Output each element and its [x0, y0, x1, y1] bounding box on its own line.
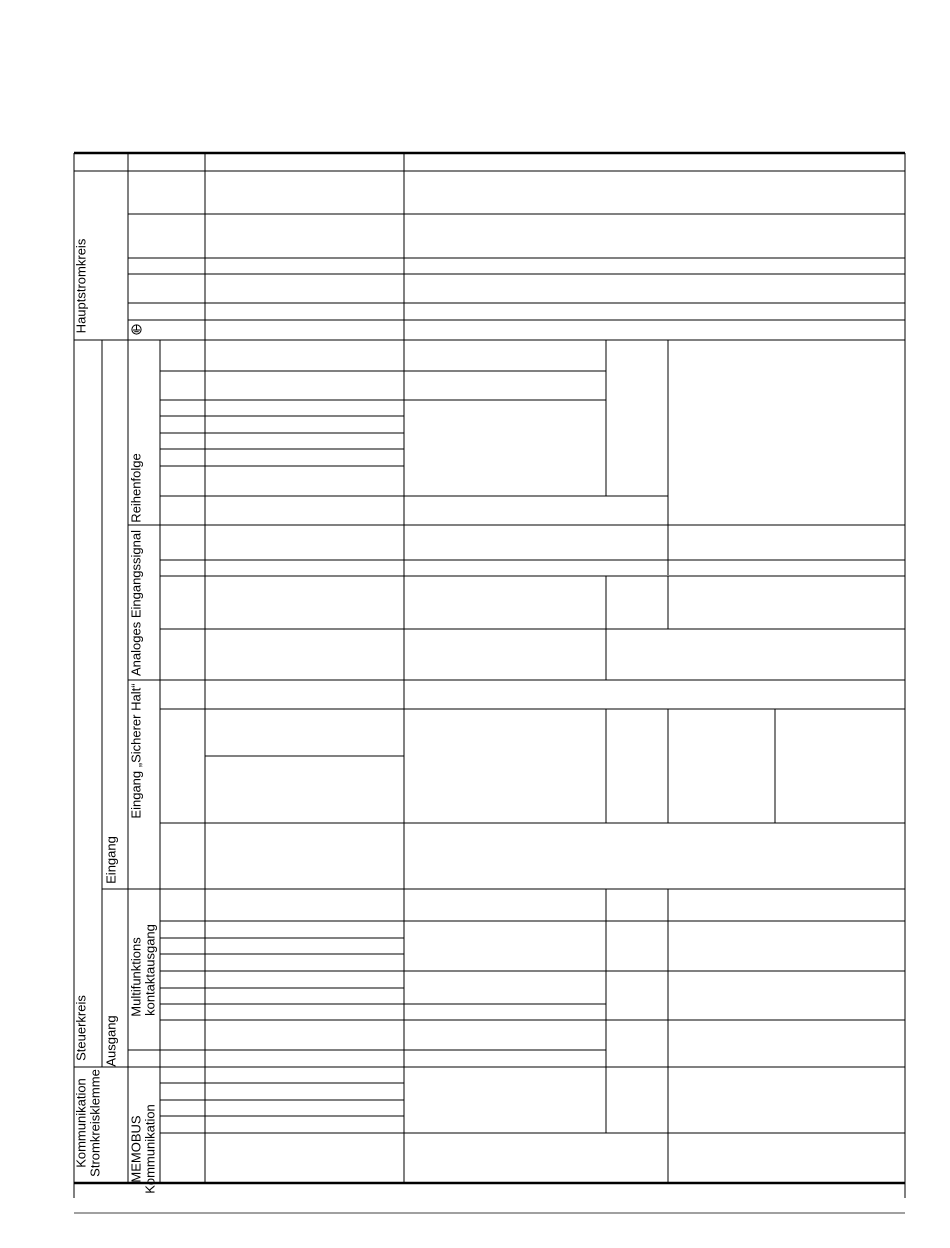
- group-label-multifunktions: Multifunktions: [128, 937, 144, 1017]
- group-label-sicherer-halt: Eingang „Sicherer Halt“: [128, 683, 144, 819]
- group-label-memobus: MEMOBUS: [128, 1115, 144, 1183]
- group-label-reihenfolge: Reihenfolge: [128, 453, 144, 523]
- group-label-eingang: Eingang: [103, 836, 119, 884]
- group-label-stromkreisklemme: Stromkreisklemme: [87, 1069, 103, 1177]
- protective-earth-icon: [131, 324, 142, 335]
- group-label-steuerkreis: Steuerkreis: [73, 995, 89, 1061]
- group-label-analoges-eingangssignal: Analoges Eingangssignal: [128, 530, 144, 676]
- group-label-kommunikation-memobus: Kommunikation: [142, 1104, 158, 1194]
- group-label-kommunikation: Kommunikation: [73, 1078, 89, 1168]
- group-label-kontaktausgang: kontaktausgang: [142, 924, 158, 1016]
- group-label-hauptstromkreis: Hauptstromkreis: [73, 238, 89, 334]
- group-label-ausgang: Ausgang: [103, 1015, 119, 1067]
